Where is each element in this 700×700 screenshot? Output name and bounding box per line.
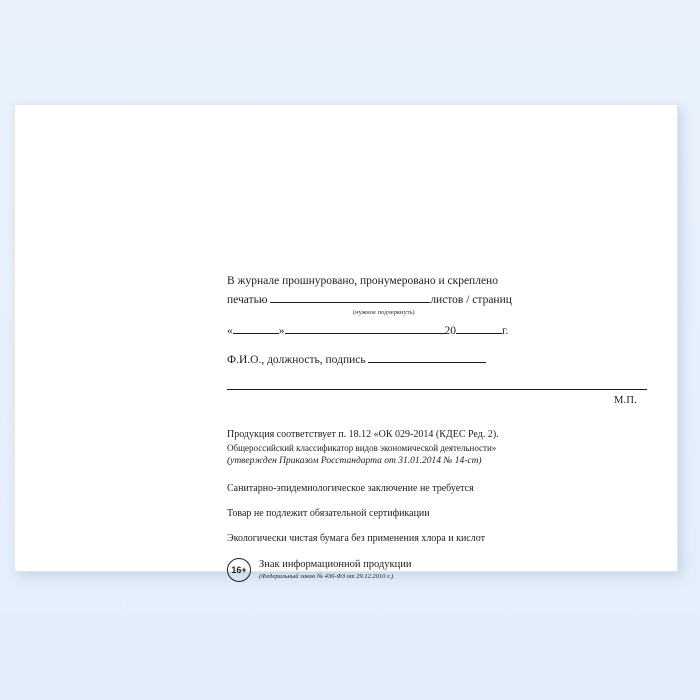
age-rating-icon: 16+ xyxy=(227,558,251,582)
journal-sheets-label: листов / страниц xyxy=(430,293,512,306)
date-quote-close: » xyxy=(278,324,285,337)
journal-seal-label: печатью xyxy=(227,293,268,306)
statement-eco-paper: Экологически чистая бумага без применения хлора и кислот xyxy=(227,532,485,544)
fill-rule-day xyxy=(233,333,279,334)
fill-rule-signature-continued xyxy=(227,378,647,390)
date-quote-open: « xyxy=(227,324,233,337)
journal-date-line xyxy=(227,323,647,340)
statement-certification: Товар не подлежит обязательной сертификации xyxy=(227,507,430,519)
conformity-line-2: Общероссийский классификатор видов экономической деятельности» xyxy=(227,443,497,454)
age-rating-text xyxy=(259,559,411,580)
signature-label: Ф.И.О., должность, подпись xyxy=(227,353,366,366)
date-year-prefix: 20 xyxy=(444,324,456,337)
journal-hint: (нужное подчеркнуть) xyxy=(353,309,415,317)
fill-rule-month xyxy=(285,333,445,334)
journal-line-1: В журнале прошнуровано, пронумеровано и скреплено xyxy=(227,275,498,287)
journal-line-2 xyxy=(227,292,647,309)
conformity-line-3: (утвержден Приказом Росстандарта от 31.01.2014 № 14-ст) xyxy=(227,456,482,467)
date-year-suffix: г. xyxy=(502,324,509,337)
age-rating-row xyxy=(227,558,647,582)
seal-mark: М.П. xyxy=(614,395,637,407)
statement-sanitary: Санитарно-эпидемиологическое заключение не требуется xyxy=(227,482,474,494)
fill-rule-signature xyxy=(368,362,486,363)
journal-block xyxy=(227,273,647,406)
conformity-line-1: Продукция соответствует п. 18.12 «ОК 029-2014 (КДЕС Ред. 2). xyxy=(227,429,499,441)
conformity-block xyxy=(227,428,647,468)
fill-rule-sheets xyxy=(270,302,430,303)
document-page xyxy=(14,104,678,580)
age-rating-title: Знак информационной продукции xyxy=(259,558,412,570)
age-rating-subtitle: (Федеральный закон № 436-ФЗ от 29.12.2010 г.) xyxy=(259,572,394,580)
signature-line xyxy=(227,352,647,369)
document-content xyxy=(227,273,647,582)
fill-rule-year xyxy=(456,333,502,334)
